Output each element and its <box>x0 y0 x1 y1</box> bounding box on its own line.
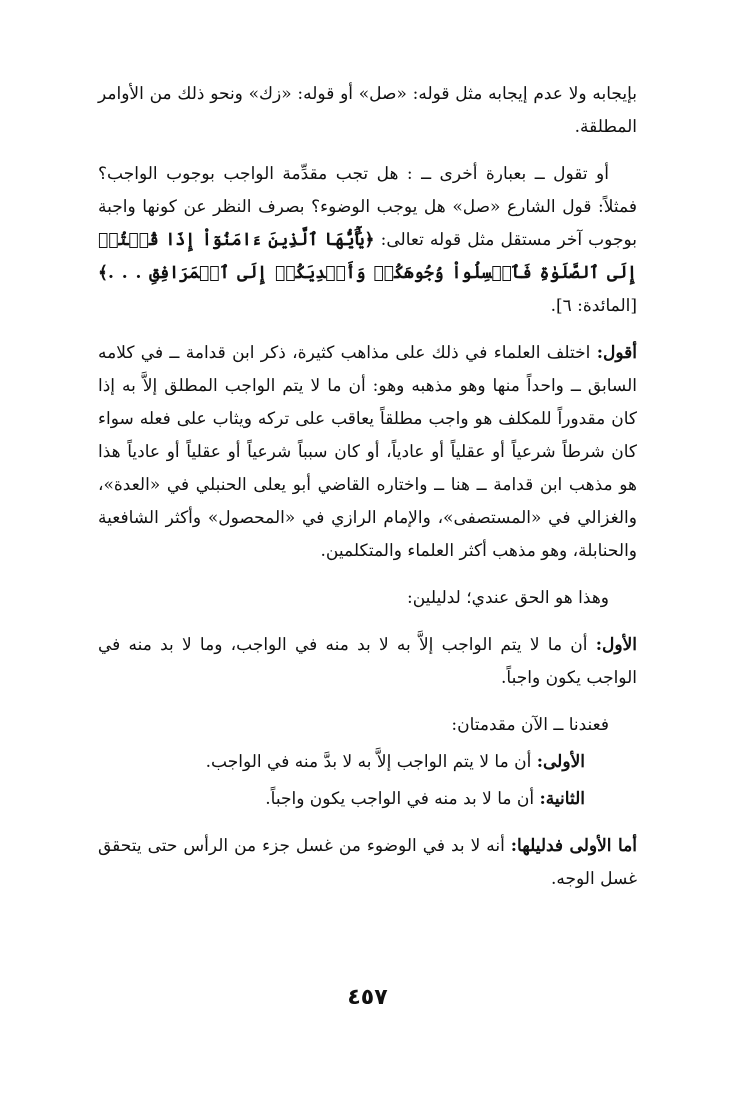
paragraph-9-text: أنه لا بد في الوضوء من غسل جزء من الرأس حتى يتحقق غسل الوجه. <box>98 836 637 889</box>
paragraph-1-text: بإيجابه ولا عدم إيجابه مثل قوله: «صل» أو قوله: «زك» ونحو ذلك من الأوامر المطلقة. <box>98 84 637 137</box>
paragraph-5-text: أن ما لا يتم الواجب إلاَّ به لا بد منه في الواجب، وما لا بد منه في الواجب يكون واجباً. <box>98 635 637 688</box>
paragraph-3 <box>98 337 637 568</box>
paragraph-6 <box>98 709 637 742</box>
paragraph-4-text: وهذا هو الحق عندي؛ لدليلين: <box>407 588 609 608</box>
paragraph-9 <box>98 830 637 896</box>
page-number: ٤٥٧ <box>347 985 388 1010</box>
paragraph-9-lead: أما الأولى فدليلها: <box>510 836 638 856</box>
premise-first <box>98 746 637 779</box>
quran-verse: ﴿يَٰٓأَيُّهَا ٱلَّذِينَ ءَامَنُوٓاْ إِذَا قُمۡتُمۡ إِلَى ٱلصَّلَوٰةِ فَٱغۡسِلُواْ وُجُوهَكُمۡ وَأَيۡدِيَكُمۡ إِلَى ٱلۡمَرَافِقِ . . .﴾ <box>98 230 637 283</box>
page-body <box>98 78 637 910</box>
paragraph-2 <box>98 158 637 323</box>
paragraph-3-text: اختلف العلماء في ذلك على مذاهب كثيرة، ذكر ابن قدامة ــ في كلامه السابق ــ واحداً منها وهو مذهبه وهو: أن ما لا يتم الواجب المطلق إلاَّ به إذا كان مقدوراً للمكلف هو واجب مطلقاً يعاقب على تركه ويثاب على فعله سواء كان شرطاً شرعياً أو عقلياً أو عادياً، أو كان سبباً شرعياً أو عقلياً أو عادياً هذا هو مذهب ابن قدامة ــ هنا ــ واختاره القاضي أبو يعلى الحنبلي في «العدة»، والغزالي في «المستصفى»، والإمام الرازي في «المحصول» وأكثر الشافعية والحنابلة، وهو مذهب أكثر العلماء والمتكلمين. <box>98 343 637 561</box>
paragraph-3-lead: أقول: <box>596 343 637 363</box>
paragraph-5 <box>98 629 637 695</box>
premise-second <box>98 783 637 816</box>
premise-second-text: أن ما لا بد منه في الواجب يكون واجباً. <box>265 789 535 809</box>
paragraph-4 <box>98 582 637 615</box>
paragraph-5-lead: الأول: <box>595 635 637 655</box>
premise-first-lead: الأولى: <box>536 752 585 772</box>
verse-reference: [المائدة: ٦]. <box>550 296 637 316</box>
premise-second-lead: الثانية: <box>539 789 585 809</box>
paragraph-1 <box>98 78 637 144</box>
paragraph-2-text: أو تقول ــ بعبارة أخرى ــ : هل تجب مقدِّمة الواجب بوجوب الواجب؟ فمثلاً: قول الشارع «صل» هل يوجب الوضوء؟ بصرف النظر عن كونها واجبة بوجوب آخر مستقل مثل قوله تعالى: <box>98 164 637 250</box>
paragraph-6-text: فعندنا ــ الآن مقدمتان: <box>451 715 609 735</box>
premise-first-text: أن ما لا يتم الواجب إلاَّ به لا بدَّ منه في الواجب. <box>205 752 532 772</box>
